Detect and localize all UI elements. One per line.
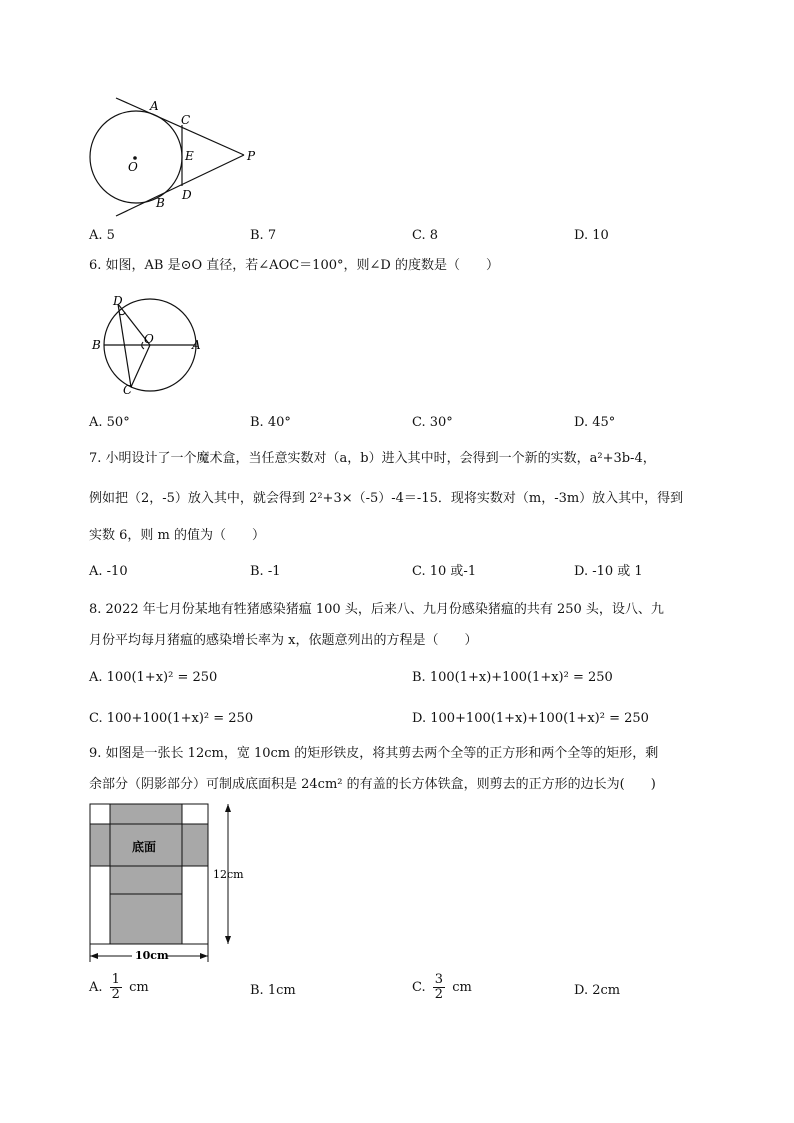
- q5-label-e: E: [185, 149, 194, 163]
- q9-shade-lid: [110, 894, 182, 944]
- q8-option-a: A. 100(1+x)² = 250: [89, 670, 218, 685]
- q8-option-d: D. 100+100(1+x)+100(1+x)² = 250: [412, 711, 649, 726]
- q6-label-b: B: [92, 338, 101, 352]
- q5-label-b: B: [156, 196, 165, 210]
- q9-line-1: 9. 如图是一张长 12cm，宽 10cm 的矩形铁皮，将其剪去两个全等的正方形和两个全等的矩形，剩: [89, 746, 659, 761]
- q5-label-a: A: [150, 99, 159, 113]
- q7-option-d: D. -10 或 1: [574, 564, 643, 579]
- q9-option-c: [412, 973, 472, 1002]
- q9-option-b: B. 1cm: [250, 983, 296, 998]
- q9-option-a: [89, 973, 149, 1002]
- q9-option-c-unit: cm: [452, 980, 472, 995]
- q8-option-b: B. 100(1+x)+100(1+x)² = 250: [412, 670, 613, 685]
- q6-label-a: A: [192, 338, 201, 352]
- q9-width-arrow-right: [200, 953, 208, 959]
- q9-shade-side: [110, 866, 182, 894]
- q5-tangent-upper: [116, 98, 244, 155]
- q5-label-c: C: [181, 113, 191, 127]
- q7-option-c: C. 10 或-1: [412, 564, 477, 579]
- q9-height-arrow-top: [225, 804, 231, 812]
- q9-shade-top-flap: [110, 804, 182, 824]
- q8-line-2: 月份平均每月猪瘟的感染增长率为 x，依题意列出的方程是（ ）: [89, 633, 478, 648]
- q7-line-3: 实数 6，则 m 的值为（ ）: [89, 528, 265, 543]
- q6-label-c: C: [123, 383, 133, 397]
- q6-stem: 6. 如图，AB 是⊙O 直径，若∠AOC＝100°，则∠D 的度数是（ ）: [89, 258, 499, 273]
- q5-label-p: P: [247, 149, 256, 163]
- q9-option-c-prefix: C.: [412, 980, 426, 995]
- q9-height-label: 12cm: [213, 868, 244, 881]
- q6-option-c: C. 30°: [412, 415, 453, 430]
- q6-option-a: A. 50°: [89, 415, 130, 430]
- q9-option-d: D. 2cm: [574, 983, 621, 998]
- q9-line-2: 余部分（阴影部分）可制成底面积是 24cm² 的有盖的长方体铁盒，则剪去的正方形的边长为( ): [89, 777, 656, 792]
- q7-option-b: B. -1: [250, 564, 281, 579]
- q8-line-1: 8. 2022 年七月份某地有牲猪感染猪瘟 100 头，后来八、九月份感染猪瘟的共有 250 头，设八、九: [89, 602, 664, 617]
- q6-option-b: B. 40°: [250, 415, 291, 430]
- q5-label-d: D: [182, 188, 192, 202]
- q9-option-a-denominator: 2: [111, 987, 120, 1002]
- q5-figure: [80, 90, 280, 220]
- q6-option-d: D. 45°: [574, 415, 616, 430]
- q9-option-a-fraction: [110, 973, 122, 1002]
- q5-label-o: O: [128, 160, 138, 174]
- q5-option-c: C. 8: [412, 228, 439, 243]
- q9-width-arrow-left: [90, 953, 98, 959]
- q7-line-2: 例如把（2，-5）放入其中，就会得到 2²+3×（-5）-4＝-15．现将实数对（m，-3m）放入其中，得到: [89, 491, 684, 506]
- q9-option-a-unit: cm: [129, 980, 149, 995]
- q6-radius-oc: [131, 345, 150, 387]
- q6-label-o: O: [144, 332, 154, 346]
- q9-base-label: 底面: [132, 840, 157, 854]
- q7-option-a: A. -10: [89, 564, 128, 579]
- q5-option-d: D. 10: [574, 228, 609, 243]
- q5-option-b: B. 7: [250, 228, 277, 243]
- q6-figure: [88, 290, 218, 400]
- q9-figure: [86, 798, 256, 970]
- q5-option-a: A. 5: [89, 228, 115, 243]
- q6-label-d: D: [113, 294, 123, 308]
- q9-option-c-denominator: 2: [434, 987, 444, 1002]
- q9-width-label: 10cm: [135, 949, 169, 962]
- q9-height-arrow-bottom: [225, 936, 231, 944]
- q7-line-1: 7. 小明设计了一个魔术盒，当任意实数对（a，b）进入其中时，会得到一个新的实数，a²+3b-4，: [89, 451, 656, 466]
- q9-option-c-numerator: 3: [434, 972, 444, 987]
- q8-option-c: C. 100+100(1+x)² = 250: [89, 711, 254, 726]
- q9-option-c-fraction: [433, 973, 445, 1002]
- q9-option-a-numerator: 1: [111, 972, 120, 987]
- q9-option-a-prefix: A.: [89, 980, 103, 995]
